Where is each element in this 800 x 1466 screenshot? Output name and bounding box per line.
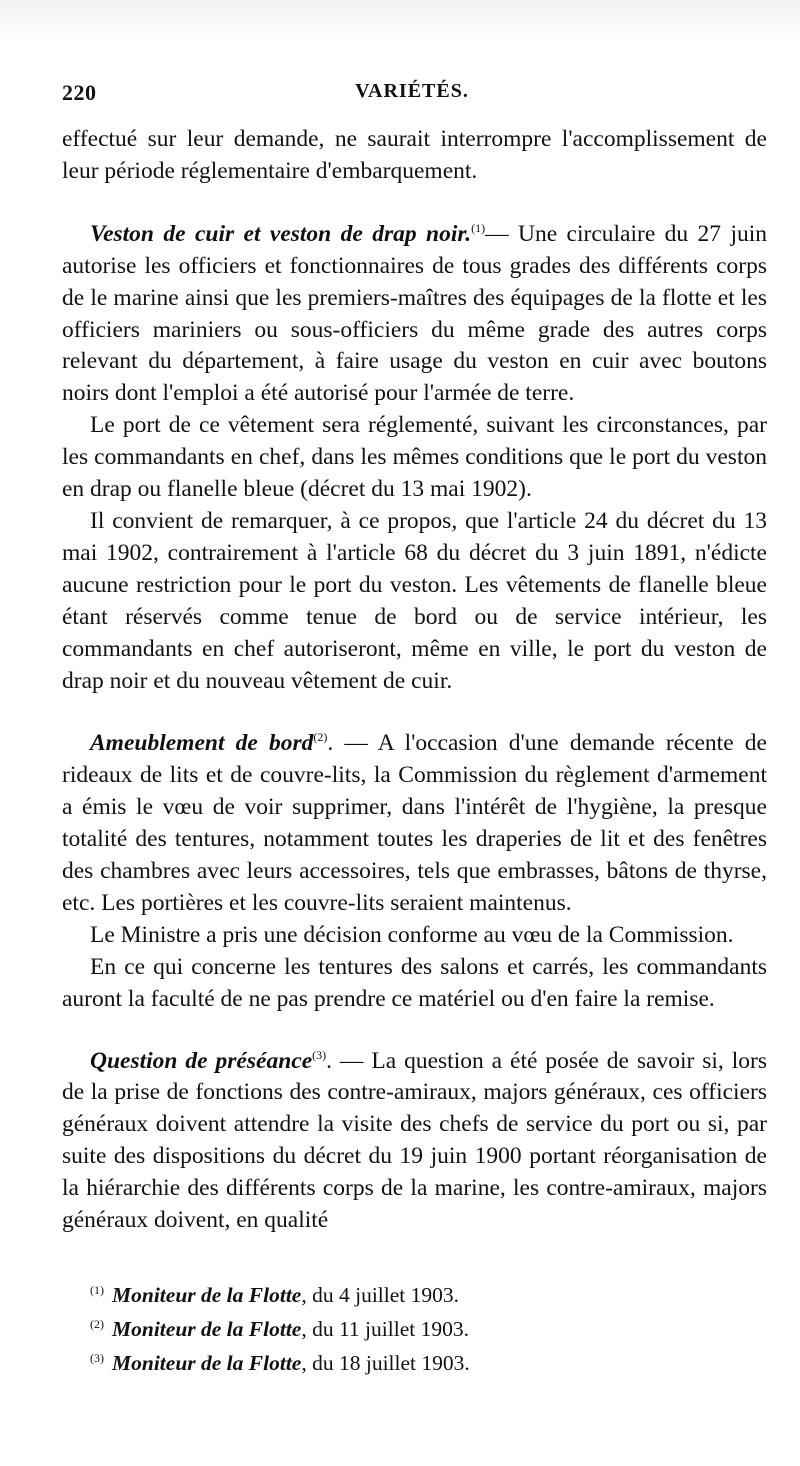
footnote-3 [90, 1344, 750, 1378]
section-ameublement-paragraph-1 [62, 728, 767, 919]
page-header [62, 80, 748, 116]
section-veston-paragraph-3: Il convient de remarquer, à ce propos, que l'article 24 du décret du 13 mai 1902, contrairement à l'article 68 du décret du 3 juin 1891, n'édicte aucune restriction pour le port du veston. Les vêtements de flanelle bleue étant réservés comme tenue de bord ou de service intérieur, les commandants en chef autoriseront, même en ville, le port du veston de drap noir et du nouveau vêtement de cuir. [62, 507, 767, 694]
footnote-text: , du 11 juillet 1903. [301, 1317, 469, 1341]
section-preseance-text-1: . — La question a été posée de savoir si, lors de la prise de fonctions des contre-amiraux, majors généraux, ces officiers généraux doivent attendre la visite des chefs de service du port ou si, par suite des dispositions du décret du 19 juin 1900 portant réorganisation de la hiérarchie des différents corps de la marine, les contre-amiraux, majors généraux doivent, en qualité [62, 1047, 767, 1234]
footnote-1 [90, 1276, 750, 1310]
footnote-source: Moniteur de la Flotte [112, 1283, 302, 1307]
section-ameublement-paragraph-2: Le Ministre a pris une décision conforme au vœu de la Commission. [90, 921, 734, 948]
section-title-preseance: Question de préséance [90, 1047, 313, 1074]
section-veston-text-1: — Une circulaire du 27 juin autorise les officiers et fonctionnaires de tous grades des différents corps de le marine ainsi que les premiers-maîtres des équipages de la flotte et les officiers mariniers ou sous-officiers du même grade des autres corps relevant du département, à faire usage du veston en cuir avec boutons noirs dont l'emploi a été autorisé pour l'armée de terre. [62, 220, 767, 407]
note-ref-2: (2) [313, 730, 328, 745]
footnote-source: Moniteur de la Flotte [112, 1351, 302, 1375]
section-veston-paragraph-2: Le port de ce vêtement sera réglementé, suivant les circonstances, par les commandants en chef, dans les mêmes conditions que le port du veston en drap ou flanelle bleue (décret du 13 mai 1902). [62, 412, 767, 503]
note-ref-3: (3) [312, 1047, 327, 1062]
section-title-ameublement: Ameublement de bord [90, 730, 314, 757]
running-title: VARIÉTÉS. [355, 80, 469, 102]
section-ameublement-paragraph-3: En ce qui concerne les tentures des salons et carrés, les commandants auront la faculté de ne pas prendre ce matériel ou d'en faire la remise. [62, 953, 767, 1012]
section-ameublement-text-1: . — A l'occasion d'une demande récente de rideaux de lits et de couvre-lits, la Commission du règlement d'armement a émis le vœu de voir supprimer, dans l'intérêt de l'hygiène, la presque totalité des tentures, notamment toutes les draperies de lit et des fenêtres des chambres avec leurs accessoires, tels que embrasses, bâtons de thyrse, etc. Les portières et les couvre-lits seraient maintenus. [62, 730, 767, 916]
section-title-veston: Veston de cuir et veston de drap noir. [90, 220, 472, 247]
footnote-text: , du 18 juillet 1903. [301, 1351, 470, 1375]
footnote-source: Moniteur de la Flotte [112, 1317, 302, 1341]
page-body [62, 124, 767, 1237]
footnotes [90, 1276, 750, 1378]
section-preseance-paragraph-1 [62, 1046, 767, 1237]
page-number: 220 [62, 80, 97, 105]
footnote-mark: (2) [90, 1317, 104, 1331]
scan-edge-shadow [0, 0, 800, 40]
footnote-mark: (1) [90, 1283, 104, 1297]
footnote-mark: (3) [90, 1351, 104, 1365]
footnote-2 [90, 1310, 750, 1344]
opening-paragraph: effectué sur leur demande, ne saurait interrompre l'accomplissement de leur période réglementaire d'embarquement. [62, 126, 767, 184]
footnote-text: , du 4 juillet 1903. [301, 1283, 460, 1307]
note-ref-1: (1) [471, 220, 486, 235]
section-veston-paragraph-1 [62, 219, 767, 410]
